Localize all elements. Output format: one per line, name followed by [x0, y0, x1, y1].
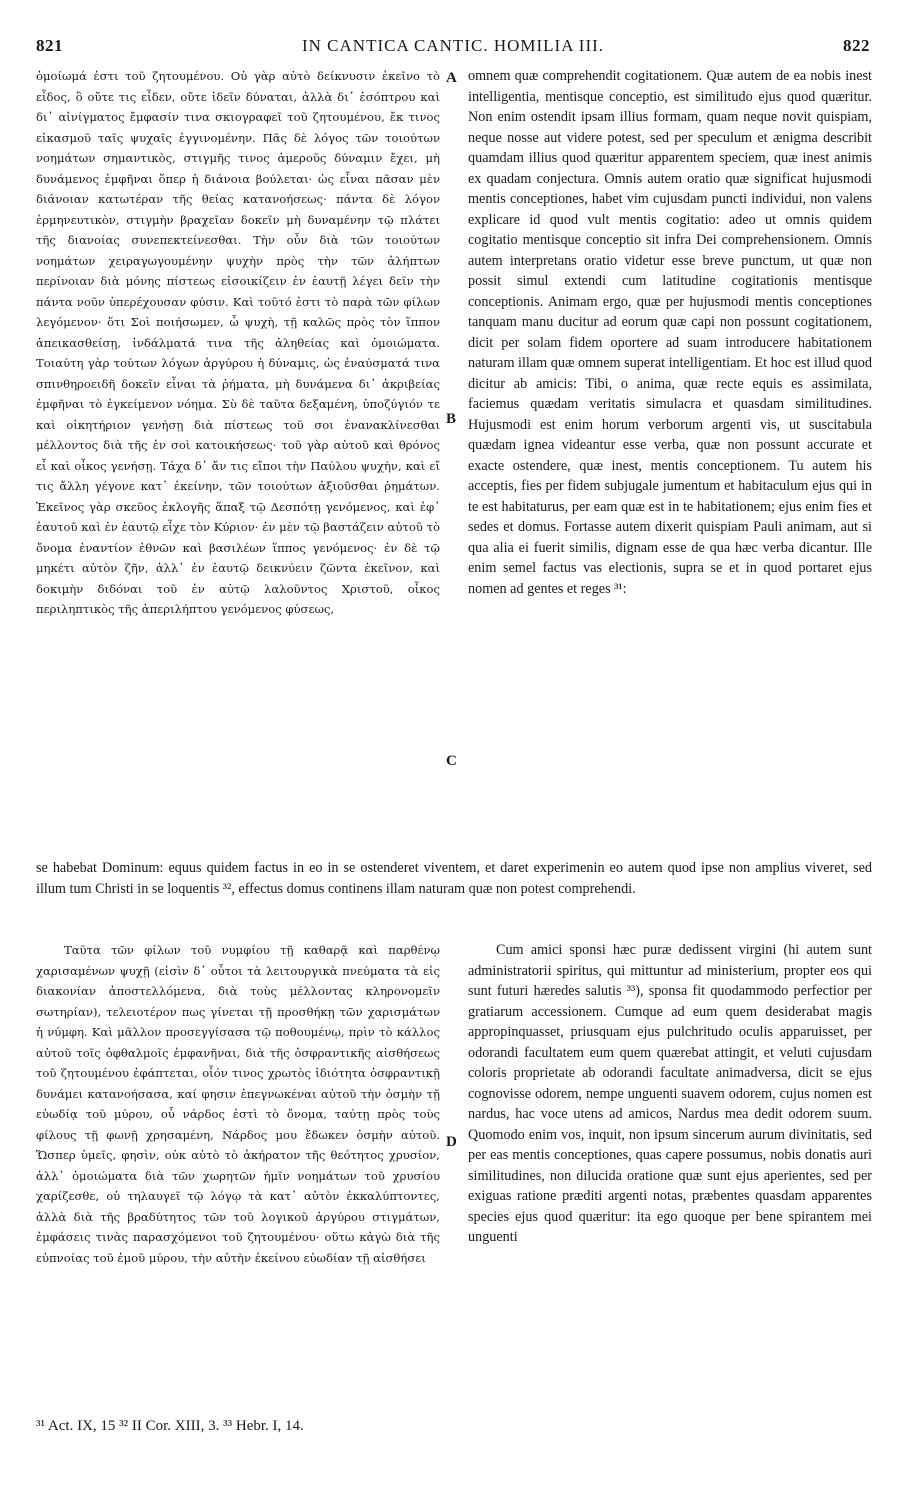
margin-marker-d: D	[446, 1134, 457, 1150]
margin-marker-b: B	[446, 411, 457, 427]
greek-paragraph-1: ὁμοίωμά ἐστι τοῦ ζητουμένου. Οὐ γὰρ αὐτὸ δείκνυσιν ἐκεῖνο τὸ εἶδος, ὃ οὔτε τις εἶδεν, οὔτε ἰδεῖν δύναται, ἀλλὰ δι᾽ ἐσόπτρου καὶ δι᾽ αἰνίγματος ἔμφασίν τινα σκιογραφεῖ τοῦ ζητουμένου, ἔκ τινος εἰκασμοῦ ταῖς ψυχαῖς ἐγγινομένην. Πᾶς δὲ λόγος τῶν τοιούτων νοημάτων σημαντικὸς, στιγμῆς τινος ἀμεροῦς δύναμιν ἔχει, μὴ δυνάμενος ἐμφῆναι ὅπερ ἡ διάνοια βούλεται· ὡς εἶναι πᾶσαν μὲν διάνοιαν κατωτέραν τῆς θείας κατανοήσεως· πάντα δὲ λόγον ἑρμηνευτικὸν, στιγμὴν βραχεῖαν δοκεῖν μὴ δυναμένην τῷ πλάτει τῆς διανοίας συνεπεκτείνεσθαι. Τὴν οὖν διὰ τῶν τοιούτων νοημάτων χειραγωγουμένην ψυχὴν πρὸς τὴν τῶν ἀλήπτων περίνοιαν διὰ μόνης πίστεως εἰσοικίζειν ἐν ἑαυτῇ λέγει δεῖν τὴν πάντα νοῦν ὑπερέχουσαν φύσιν. Καὶ τοῦτό ἐστι τὸ παρὰ τῶν φίλων λεγόμενον· ὅτι Σοὶ ποιήσωμεν, ὦ ψυχὴ, τῇ καλῶς πρὸς τὸν ἵππον ἀπεικασθείσῃ, ἰνδάλματά τινα τῆς ἀληθείας καὶ ὁμοιώματα. Τοιαύτη γὰρ τούτων λόγων ἀργύρου ἡ δύναμις, ὡς ἐναύσματά τινα σπινθηροειδῆ δοκεῖν εἶναι τὰ ῥήματα, μὴ δυνάμενα δι᾽ ἀκριβείας ἐμφῆναι τὸ ἐγκείμενον νόημα. Σὺ δὲ ταῦτα δεξαμένη, ὑποζύγιόν τε καὶ οἰκητήριον γενήσῃ διὰ πίστεως τοῦ σοι ἐνανακλίνεσθαι μέλλοντος διὰ τῆς ἐν σοὶ κατοικήσεως· τοῦ γὰρ αὐτοῦ καὶ θρόνος εἶ καὶ οἶκος γενήσῃ. Τάχα δ᾽ ἄν τις εἴποι τὴν Παύλου ψυχὴν, καὶ εἴ τις ἄλλη γέγονε κατ᾽ ἐκείνην, τῶν τοιούτων ἀξιοῦσθαι ῥημάτων. Ἐκεῖνος γὰρ σκεῦος ἐκλογῆς ἅπαξ τῷ Δεσπότῃ γενόμενος, καὶ ἐφ᾽ ἑαυτοῦ καὶ ἐν ἑαυτῷ εἶχε τὸν Κύριον· ἐν μὲν τῷ βαστάζειν αὐτοῦ τὸ ὄνομα ἐναντίον ἐθνῶν καὶ βασιλέων ἵππος γενόμενος· ἐν δὲ τῷ μηκέτι αὐτὸν ζῆν, ἀλλ᾽ ἐν ἑαυτῷ δεικνύειν ζῶντα ἐκεῖνον, καὶ δοκιμὴν διδόναι τοῦ ἐν αὐτῷ λαλοῦντος Χριστοῦ, οἶκος περιληπτικὸς τῆς ἀπεριλήπτου γενόμενος φύσεως,	[36, 69, 440, 616]
latin-column-bottom	[468, 940, 872, 1248]
latin-spanning-text	[36, 858, 872, 899]
running-title: IN CANTICA CANTIC. HOMILIA III.	[301, 36, 605, 55]
greek-column-top	[36, 66, 440, 620]
latin-column-top	[468, 66, 872, 599]
margin-marker-c: C	[446, 753, 457, 769]
page-number-right: 822	[843, 36, 870, 55]
footnotes: ³¹ Act. IX, 15 ³² II Cor. XIII, 3. ³³ Hebr. I, 14.	[36, 1418, 304, 1434]
running-header	[36, 36, 870, 62]
latin-paragraph-1: omnem quæ comprehendit cogitationem. Quæ autem de ea nobis inest intelligentia, mentisque conceptio, est similitudo ejus quod quæritur. Non enim ostendit ipsam illius formam, quam neque novit quispiam, neque nosse aut videre potest, sed per speculum et ænigma describit quamdam illius quod quæritur apparentem speciem, quæ inest animis ex quadam conjectura. Omnis autem oratio quæ significat hujusmodi mentis conceptiones, habet vim cujusdam puncti individui, non valens explicare id quod vult mentis cogitatio: adeo ut omnis quidem cogitatio mentisque conceptio sit infra Dei comprehensionem. Omnis autem interpretans oratio videtur esse breve punctum, ut quæ non possit simul extendi cum latitudine cogitationis mentisque conceptionis. Animam ergo, quæ per hujusmodi mentis conceptiones tanquam manu ducitur ad eorum quæ capi non possunt cogitationem, dicit per solam fidem oportere ad suam introducere habitationem naturam illam quæ omnem superat intelligentiam. Et hoc est illud quod dicitur ab amicis: Tibi, o anima, quæ recte equis es assimilata, faciemus quædam veritatis simulacra et quasdam similitudines. Hujusmodi est enim horum verborum argenti vis, ut suscitabula quædam ignea videantur esse verba, quæ non possunt accurate et exacte ostendere, quæ inest, mentis conceptionem. Tu autem his acceptis, fies per fidem subjugale jumentum et habitaculum ejus qui in te est habitaturus, per eam quæ est in te habitationem; ejus enim fies et sedes et domus. Fortasse autem dixerit quispiam Pauli animam, aut si qua alia ei fuerit similis, dignam esse de qua hæc verba dicantur. Ille enim semel factus vas electionis, supra se et in quod portaret ejus nomen ad gentes et reges ³¹:	[468, 68, 872, 597]
latin-paragraph-2: Cum amici sponsi hæc puræ dedissent virgini (hi autem sunt administratorii spiritus, qui mittuntur ad ministerium, propter eos qui sunt futuri hæredes salutis ³³), sponsa fit quodammodo perfectior per gratiarum accessionem. Cumque ad eum quem desiderabat magis appropinquasset, priusquam ejus pulchritudo oculis apparuisset, per odorandi facultatem eum quem quærebat attingit, et veluti cujusdam coloris proprietate ab odorandi facultate animadversa, dicit se ejus cognovisse odorem, nempe unguenti suavem odorem, cujus nomen est nardus, hac voce utens ad amicos, Nardus mea dedit odorem suum. Quomodo enim vos, inquit, non ipsum sincerum aurum divinitatis, sed per eas mentis conceptiones, quas capere possumus, nobis donatis auri similitudines, non dilucida oratione quæ sunt ejus aperientes, sed per exiguas ratione præditi argenti notas, præbentes quasdam apparentes species ejus quod quæritur: ita ego quoque per bene spirantem mei unguenti	[468, 942, 872, 1245]
page-number-left: 821	[36, 36, 63, 55]
latin-spanning-paragraph: se habebat Dominum: equus quidem factus in eo in se ostenderet viventem, et daret experimenin eo autem quod ipse non amplius viveret, sed illum tum Christi in se loquentis ³², effectus domus continens illam naturam quæ non potest comprehendi.	[36, 860, 872, 897]
greek-column-bottom	[36, 940, 440, 1268]
greek-paragraph-2: Ταῦτα τῶν φίλων τοῦ νυμφίου τῇ καθαρᾷ καὶ παρθένῳ χαρισαμένων ψυχῇ (εἰσὶν δ᾽ οὗτοι τὰ λειτουργικὰ πνεύματα τὰ εἰς διακονίαν ἀποστελλόμενα, διὰ τοὺς μέλλοντας κληρονομεῖν σωτηρίαν), τελειοτέρον πως γίνεται τῇ προσθήκῃ τῶν χαρισμάτων ἡ νύμφη. Καὶ μᾶλλον προσεγγίσασα τῷ ποθουμένῳ, πρὶν τὸ κάλλος αὐτοῦ τοῖς ὀφθαλμοῖς ἐμφανῆναι, διὰ τῆς ὀσφραντικῆς αἰσθήσεως τοῦ ζητουμένου ἐφάπτεται, οἷόν τινος χρωτὸς ἰδιότητα ὀσφραντικῇ δυνάμει κατανοήσασα, καί φησιν ἐπεγνωκέναι αὐτοῦ τὴν ὀσμὴν τῇ εὐωδίᾳ τοῦ μύρου, οὗ νάρδος ἐστὶ τὸ ὄνομα, ταύτῃ πρὸς τοὺς φίλους τῇ φωνῇ χρησαμένη, Νάρδος μου ἔδωκεν ὀσμὴν αὐτοῦ. Ὥσπερ ὑμεῖς, φησὶν, οὐκ αὐτὸ τὸ ἀκήρατον τῆς θεότητος χρυσίον, ἀλλ᾽ ὁμοιώματα διὰ τῶν χωρητῶν ἡμῖν νοημάτων τοῦ χρυσίου χαρίζεσθε, οὐ τηλαυγεῖ τῷ λόγῳ τὰ κατ᾽ αὐτὸν ἐκκαλύπτοντες, ἀλλὰ διὰ τῆς βραδύτητος τῶν τοῦ λογικοῦ ἀργύρου στιγμάτων, ἐμφάσεις τινὰς παρασχόμενοι τοῦ ζητουμένου· οὕτω κἀγὼ διὰ τῆς εὐπνοίας τοῦ ἐμοῦ μύρου, τὴν αὐτὴν ἐκείνου εὐωδίαν τῇ αἰσθήσει	[36, 943, 440, 1265]
margin-marker-a: A	[446, 70, 457, 86]
